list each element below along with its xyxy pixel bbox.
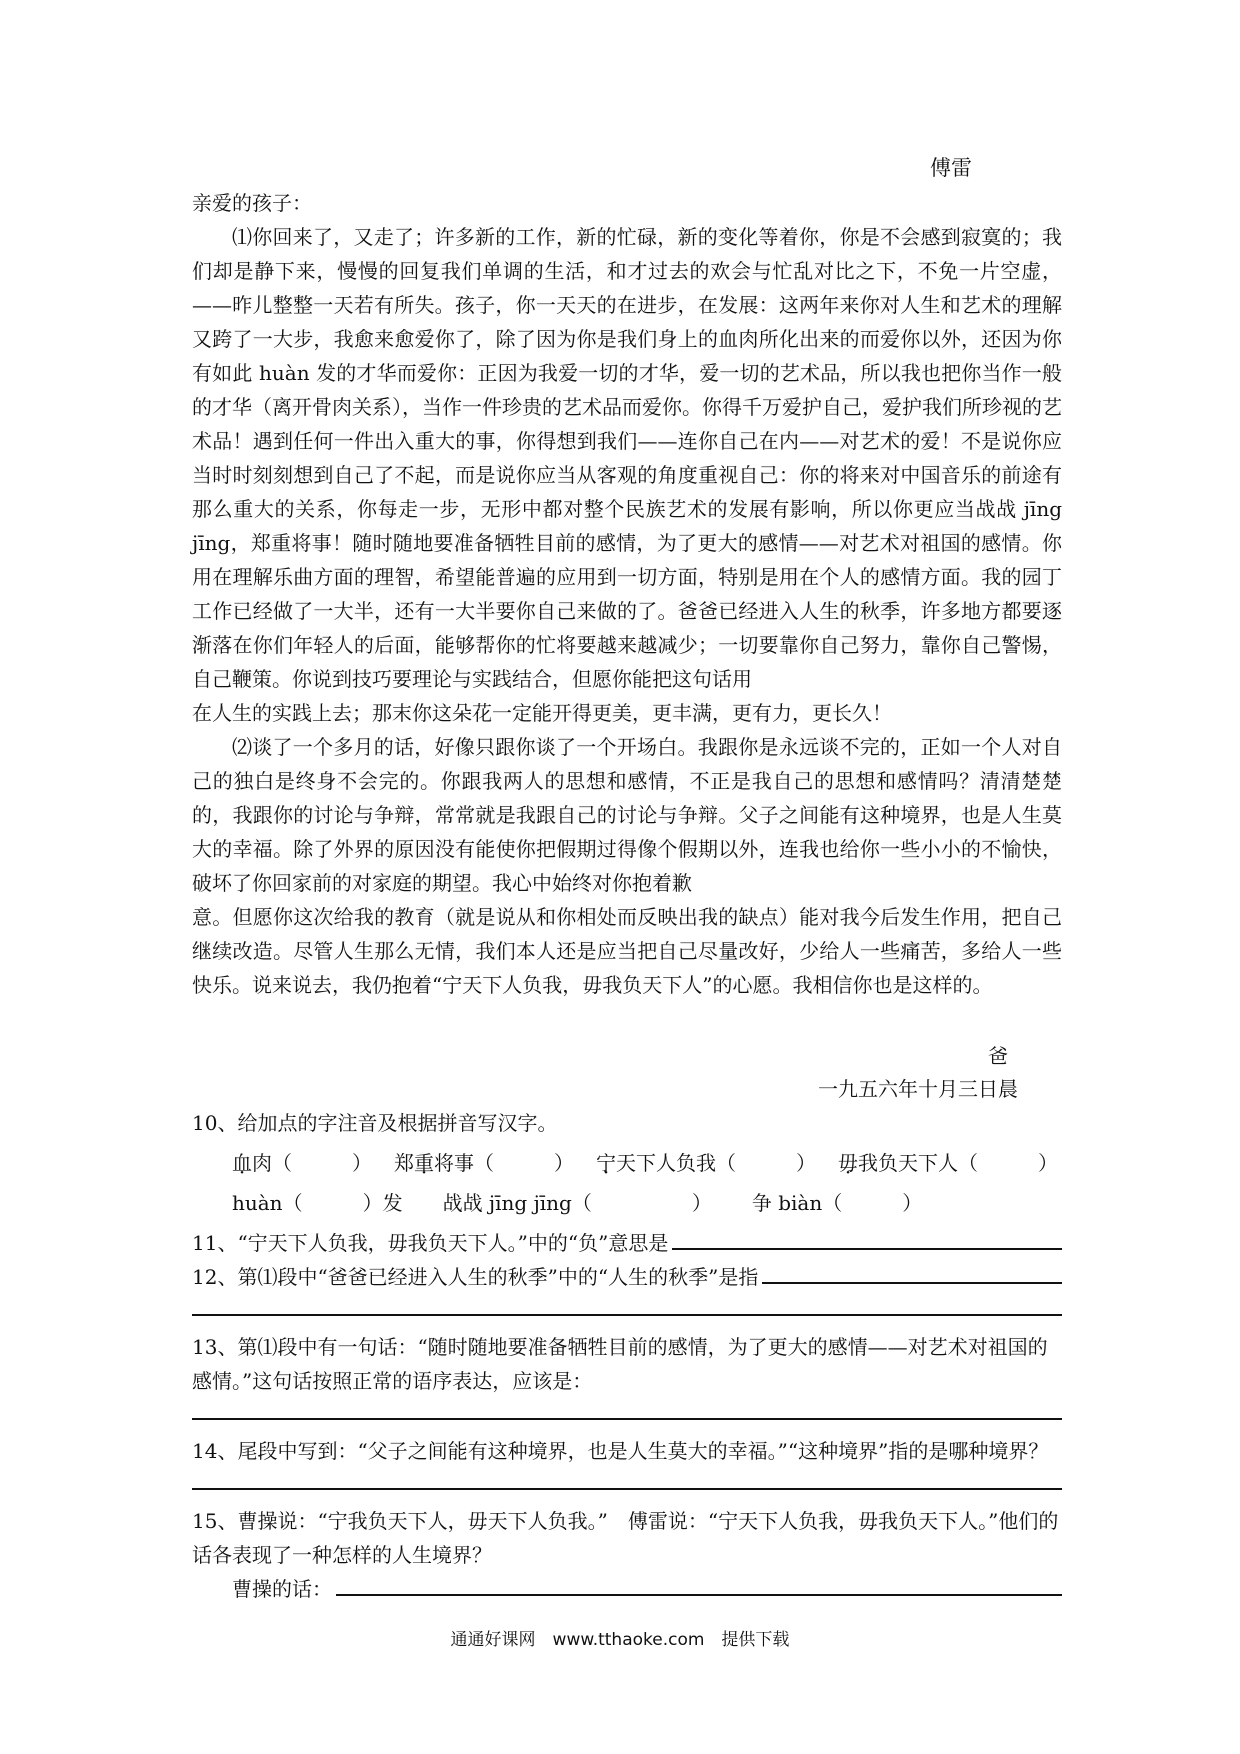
paragraph-1-end: 在人生的实践上去；那末你这朵花一定能开得更美，更丰满，更有力，更长久！	[192, 701, 892, 725]
question-12	[192, 1260, 1062, 1294]
question-15-sub	[192, 1572, 1062, 1606]
question-14: 14、尾段中写到：“父子之间能有这种境界，也是人生莫大的幸福。”“这种境界”指的是哪种境界？	[192, 1439, 1049, 1463]
item-text: 将事（ ）	[434, 1151, 574, 1175]
dotted-char: 宁	[596, 1151, 616, 1175]
dotted-char: 毋	[838, 1151, 858, 1175]
question-10-row-1	[192, 1146, 1062, 1180]
footer-source: 通通好课网 www.tthaoke.com 提供下载	[450, 1630, 790, 1650]
paragraph-2-end: 意。但愿你这次给我的教育（就是说从和你相处而反映出我的缺点）能对我今后发生作用，把自己继续改造。尽管人生那么无情，我们本人还是应当把自己尽量改好，少给人一些痛苦，多给人一些快乐。说来说去，我仍抱着“宁天下人负我，毋我负天下人”的心愿。我相信你也是这样的。	[192, 905, 1062, 997]
dotted-char: 重	[414, 1151, 434, 1175]
question-11-text: 11、“宁天下人负我，毋我负天下人。”中的“负”意思是	[192, 1231, 669, 1255]
answer-line[interactable]	[672, 1226, 1062, 1250]
answer-line[interactable]	[192, 1312, 1062, 1316]
q10-item-5[interactable]: huàn（ ）发	[232, 1191, 403, 1215]
signature-father: 爸	[988, 1044, 1008, 1068]
q10-item-1[interactable]	[232, 1146, 372, 1180]
item-text: 天下人负我（ ）	[616, 1151, 816, 1175]
q10-item-4[interactable]	[838, 1146, 1058, 1180]
author-name: 傅雷	[930, 156, 972, 180]
answer-line[interactable]	[336, 1572, 1062, 1596]
item-text: 我负天下人（ ）	[858, 1151, 1058, 1175]
question-15: 15、曹操说：“宁我负天下人，毋天下人负我。” 傅雷说：“宁天下人负我，毋我负天下人。”他们的话各表现了一种怎样的人生境界？	[192, 1509, 1059, 1567]
question-12-text: 12、第⑴段中“爸爸已经进入人生的秋季”中的“人生的秋季”是指	[192, 1265, 759, 1289]
question-10-row-2	[192, 1186, 1062, 1220]
paragraph-1: ⑴你回来了，又走了；许多新的工作，新的忙碌，新的变化等着你，你是不会感到寂寞的；我们却是静下来，慢慢的回复我们单调的生活，和才过去的欢会与忙乱对比之下，不免一片空虚，——昨儿整整一天若有所失。孩子，你一天天的在进步，在发展：这两年来你对人生和艺术的理解又跨了一大步，我愈来愈爱你了，除了因为你是我们身上的血肉所化出来的而爱你以外，还因为你有如此 huàn 发的才华而爱你：正因为我爱一切的才华，爱一切的艺术品，所以我也把你当作一般的才华（离开骨肉关系），当作一件珍贵的艺术品而爱你。你得千万爱护自己，爱护我们所珍视的艺术品！遇到任何一件出入重大的事，你得想到我们——连你自己在内——对艺术的爱！不是说你应当时时刻刻想到自己了不起，而是说你应当从客观的角度重视自己：你的将来对中国音乐的前途有那么重大的关系，你每走一步，无形中都对整个民族艺术的发展有影响，所以你更应当战战 jīng jīng，郑重将事！随时随地要准备牺牲目前的感情，为了更大的感情——对艺术对祖国的感情。你用在理解乐曲方面的理智，希望能普遍的应用到一切方面，特别是用在个人的感情方面。我的园丁工作已经做了一大半，还有一大半要你自己来做的了。爸爸已经进入人生的秋季，许多地方都要逐渐落在你们年轻人的后面，能够帮你的忙将要越来越减少；一切要靠你自己努力，靠你自己警惕，自己鞭策。你说到技巧要理论与实践结合，但愿你能把这句话用	[192, 225, 1062, 691]
q10-item-3[interactable]	[596, 1146, 816, 1180]
item-text: 郑	[394, 1151, 414, 1175]
q10-item-7[interactable]: 争 biàn（ ）	[751, 1191, 923, 1215]
answer-line[interactable]	[192, 1416, 1062, 1420]
item-text: 肉（ ）	[252, 1151, 372, 1175]
question-13: 13、第⑴段中有一句话：“随时随地要准备牺牲目前的感情，为了更大的感情——对艺术对祖国的感情。”这句话按照正常的语序表达，应该是：	[192, 1335, 1048, 1393]
answer-line[interactable]	[762, 1260, 1062, 1284]
question-15-sub-label: 曹操的话：	[232, 1577, 332, 1601]
dotted-char: 血	[232, 1151, 252, 1175]
salutation: 亲爱的孩子：	[192, 191, 312, 215]
paragraph-2: ⑵谈了一个多月的话，好像只跟你谈了一个开场白。我跟你是永远谈不完的，正如一个人对自己的独白是终身不会完的。你跟我两人的思想和感情，不正是我自己的思想和感情吗？清清楚楚的，我跟你的讨论与争辩，常常就是我跟自己的讨论与争辩。父子之间能有这种境界，也是人生莫大的幸福。除了外界的原因没有能使你把假期过得像个假期以外，连我也给你一些小小的不愉快，破坏了你回家前的对家庭的期望。我心中始终对你抱着歉	[192, 735, 1062, 895]
signature-date: 一九五六年十月三日晨	[818, 1077, 1018, 1101]
q10-item-2[interactable]	[394, 1146, 574, 1180]
answer-line[interactable]	[192, 1486, 1062, 1490]
question-10: 10、给加点的字注音及根据拼音写汉字。	[192, 1111, 558, 1135]
question-11	[192, 1226, 1062, 1260]
q10-item-6[interactable]: 战战 jīng jīng（ ）	[442, 1191, 712, 1215]
letter-body	[192, 186, 1062, 1002]
questions-section	[192, 1106, 1062, 1606]
